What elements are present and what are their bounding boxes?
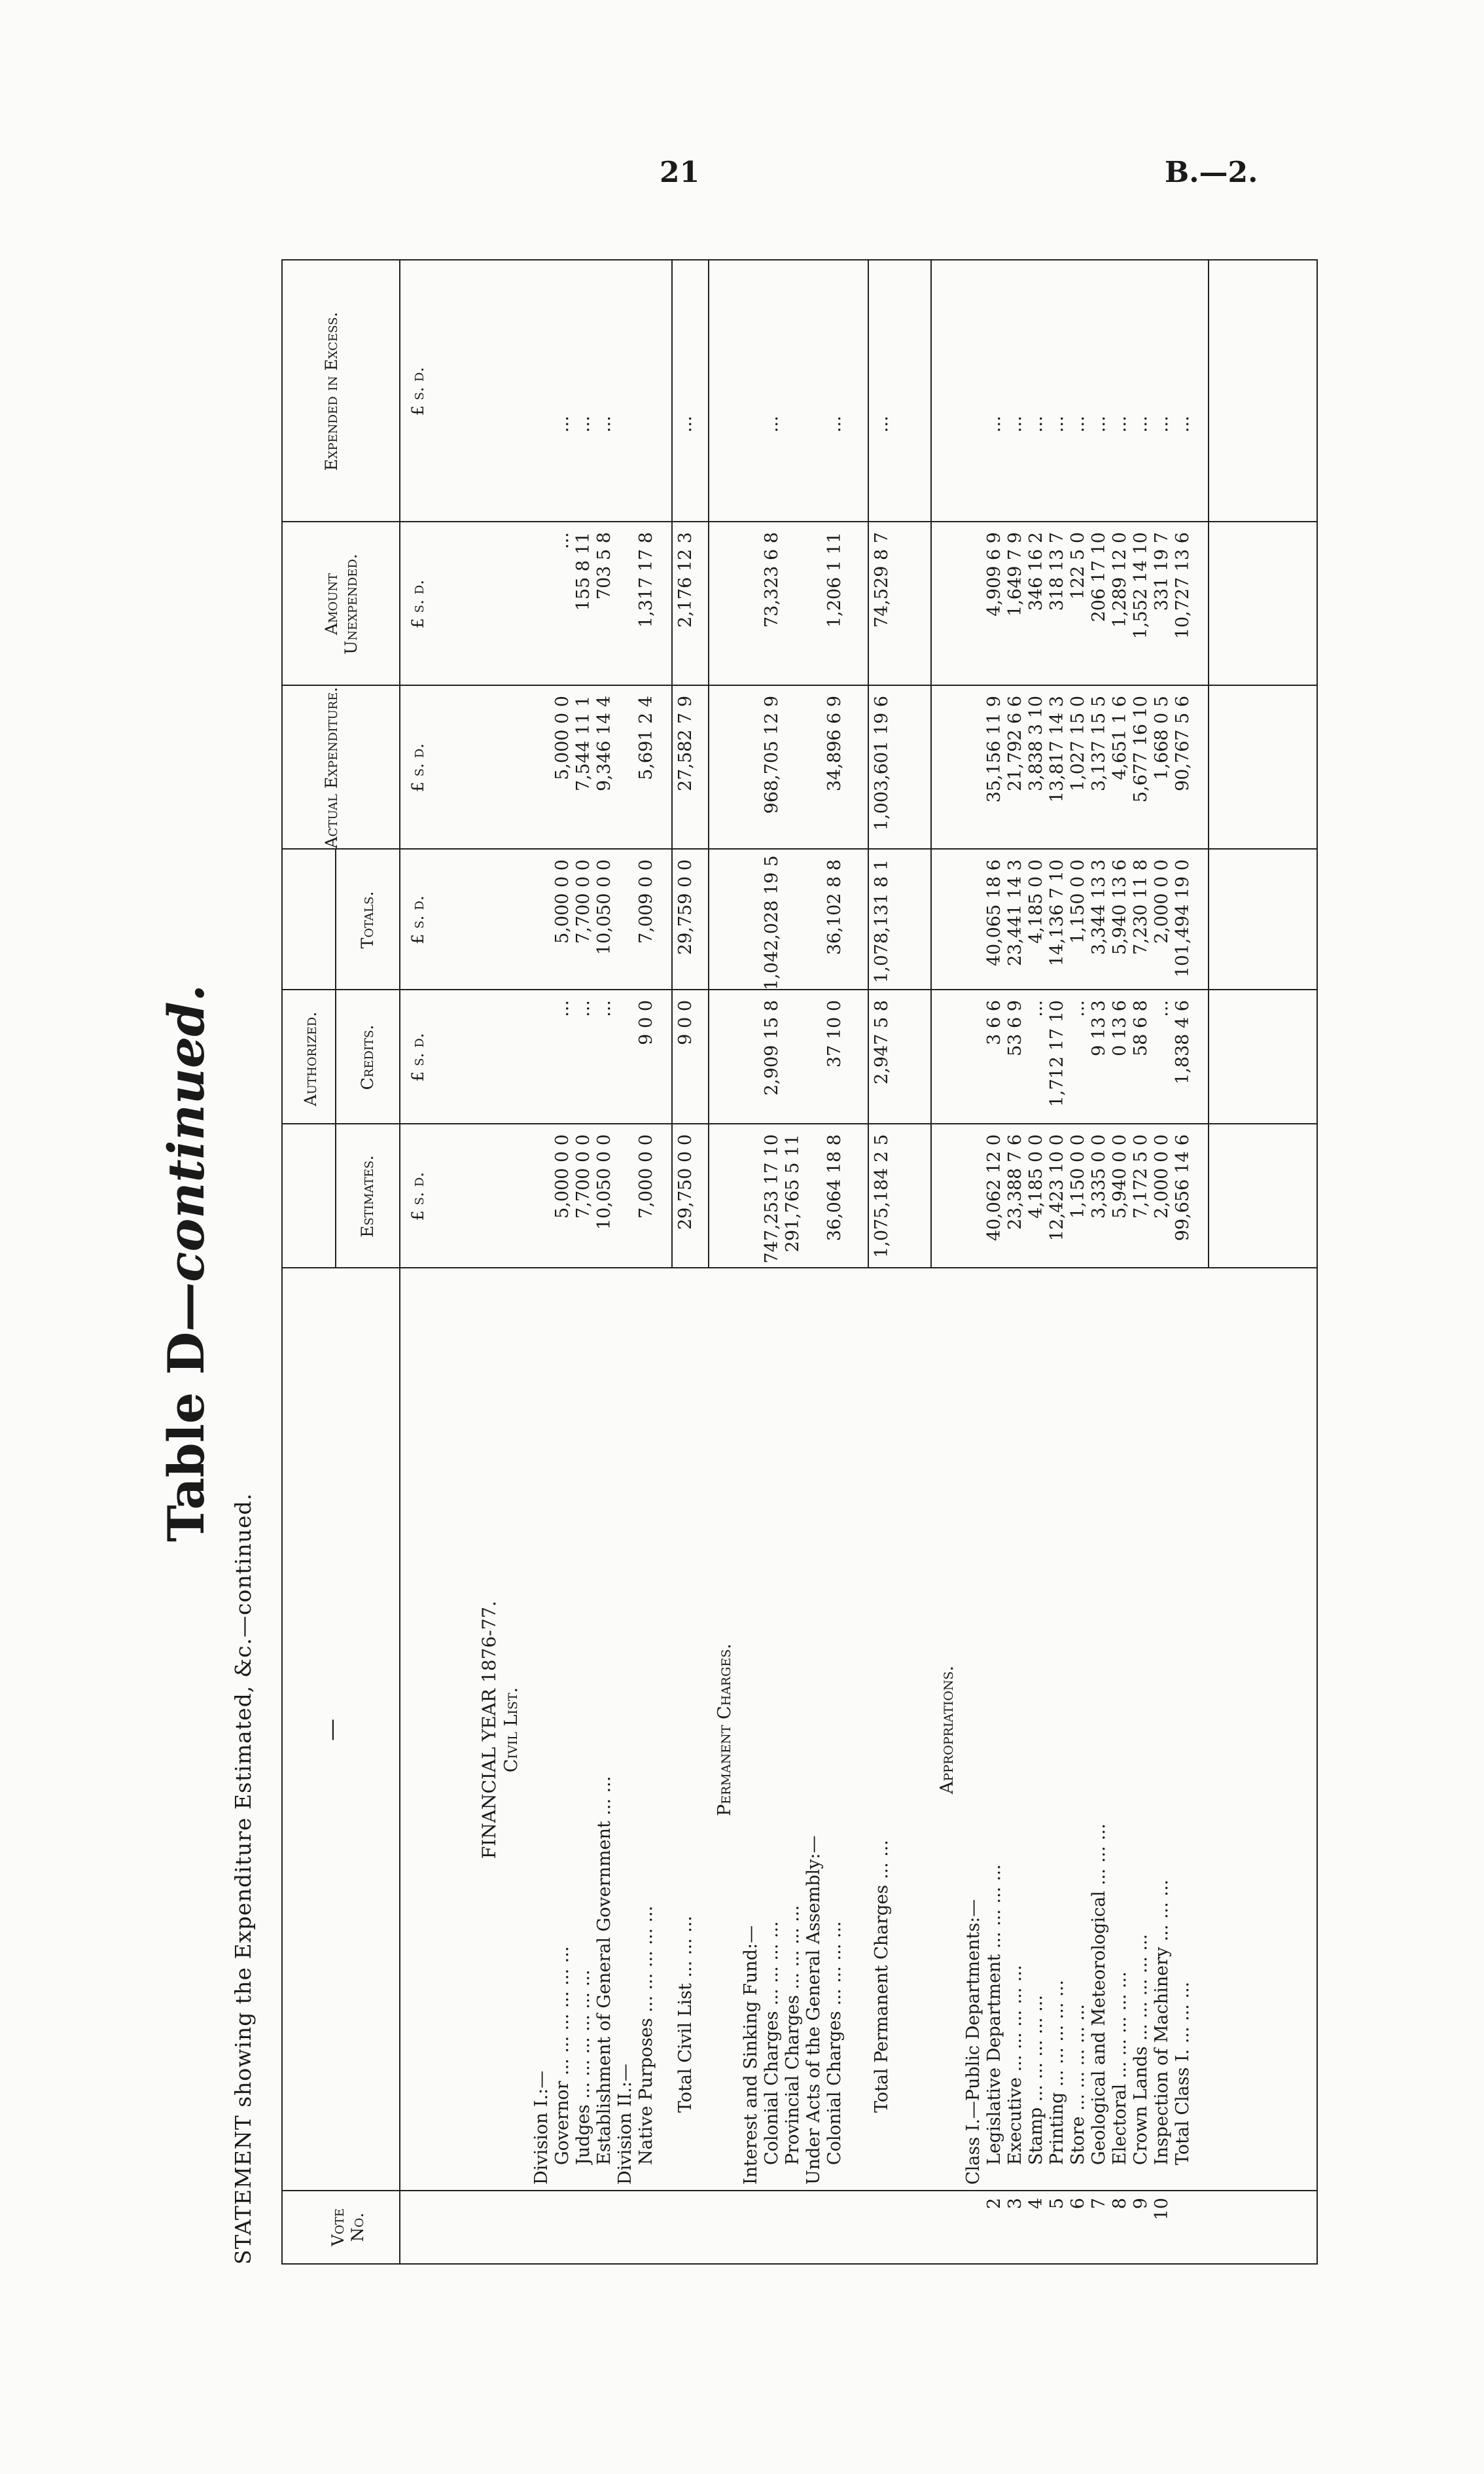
estimate-cell: 40,062 12 0 xyxy=(984,1134,1004,1242)
row-label: Total Permanent Charges ... ... xyxy=(872,1840,892,2113)
excess-cell: ... xyxy=(1005,416,1025,433)
total-cell: 4,185 0 0 xyxy=(1026,859,1046,944)
expenditure-table xyxy=(281,259,1318,2265)
unexpended-cell: 122 5 0 xyxy=(1068,532,1088,600)
excess-cell: ... xyxy=(984,416,1004,433)
total-cell: 101,494 19 0 xyxy=(1173,859,1193,978)
estimate-cell: 12,423 10 0 xyxy=(1047,1134,1067,1242)
unexpended-cell: 1,289 12 0 xyxy=(1110,532,1130,628)
fy-heading: FINANCIAL YEAR 1876-77. xyxy=(478,1600,500,1859)
header-credits: Credits. xyxy=(358,1024,377,1090)
credit-cell: ... xyxy=(1026,1000,1046,1017)
excess-cell: ... xyxy=(1110,416,1130,433)
row-label: Class I.—Public Departments:— xyxy=(963,1899,983,2185)
unexpended-cell: 155 8 11 xyxy=(573,532,593,611)
row-label: Native Purposes ... ... ... ... ... xyxy=(636,1905,656,2165)
excess-cell: ... xyxy=(552,416,573,433)
row-label: Legislative Department ... ... ... ... xyxy=(984,1864,1004,2165)
estimate-cell: 7,172 5 0 xyxy=(1131,1134,1151,1219)
estimate-cell: 1,075,184 2 5 xyxy=(872,1134,892,1258)
credit-cell: 0 13 6 xyxy=(1110,1000,1130,1056)
total-cell: 5,000 0 0 xyxy=(552,859,573,944)
header-actual: Actual Expenditure. xyxy=(322,687,341,849)
unexpended-cell: 2,176 12 3 xyxy=(675,532,696,628)
total-cell: 7,009 0 0 xyxy=(636,859,656,944)
row-label: Interest and Sinking Fund:— xyxy=(741,1925,761,2185)
estimate-cell: 29,750 0 0 xyxy=(675,1134,696,1230)
total-cell: 14,136 7 10 xyxy=(1047,859,1067,967)
credit-cell: 9 0 0 xyxy=(675,1000,696,1045)
actual-cell: 3,838 3 10 xyxy=(1026,696,1046,791)
credit-cell: 37 10 0 xyxy=(824,1000,845,1068)
estimate-cell: 99,656 14 6 xyxy=(1173,1134,1193,1242)
unexpended-cell: 1,552 14 10 xyxy=(1131,532,1151,639)
actual-cell: 1,027 15 0 xyxy=(1068,696,1088,791)
actual-cell: 5,691 2 4 xyxy=(636,696,656,780)
total-cell: 7,230 11 8 xyxy=(1131,859,1151,955)
total-cell: 7,700 0 0 xyxy=(573,859,593,944)
total-cell: 40,065 18 6 xyxy=(984,859,1004,967)
appropriations-heading: Appropriations. xyxy=(937,1665,957,1795)
credit-cell: ... xyxy=(594,1000,614,1017)
total-cell: 10,050 0 0 xyxy=(594,859,614,955)
excess-cell: ... xyxy=(1047,416,1067,433)
unexpended-cell: 346 16 2 xyxy=(1026,532,1046,611)
rule-h xyxy=(399,260,400,2263)
page-number: 21 xyxy=(660,156,700,189)
row-label: Colonial Charges ... ... ... ... xyxy=(762,1921,782,2165)
estimate-cell: 5,000 0 0 xyxy=(552,1134,573,1219)
row-label: Colonial Charges ... ... ... ... xyxy=(824,1921,845,2165)
total-cell: 1,042,028 19 5 xyxy=(762,855,782,990)
actual-cell: 3,137 15 5 xyxy=(1089,696,1109,791)
estimate-cell: 3,335 0 0 xyxy=(1089,1134,1109,1219)
row-label: Governor ... ... ... ... ... ... xyxy=(552,1946,573,2165)
unexpended-cell: 1,317 17 8 xyxy=(636,532,656,628)
actual-cell: 21,792 6 6 xyxy=(1005,696,1025,791)
unit-lsd: £ s. d. xyxy=(408,367,427,416)
unexpended-cell: ... xyxy=(552,532,573,549)
vote-no-cell: 2 xyxy=(984,2198,1004,2210)
excess-cell: ... xyxy=(573,416,593,433)
unexpended-cell: 318 13 7 xyxy=(1047,532,1067,611)
unexpended-cell: 206 17 10 xyxy=(1089,532,1109,622)
total-rule xyxy=(1208,260,1209,1268)
actual-cell: 90,767 5 6 xyxy=(1173,696,1193,791)
rule-h xyxy=(335,850,336,1268)
row-label: Under Acts of the General Assembly:— xyxy=(804,1835,824,2185)
unexpended-cell: 1,649 7 9 xyxy=(1005,532,1025,617)
unexpended-cell: 331 19 7 xyxy=(1152,532,1172,611)
vote-no-cell: 5 xyxy=(1047,2198,1067,2210)
estimate-cell: 291,765 5 11 xyxy=(783,1134,803,1253)
actual-cell: 4,651 1 6 xyxy=(1110,696,1130,780)
civil-list-heading: Civil List. xyxy=(501,1687,521,1773)
excess-cell: ... xyxy=(872,416,892,433)
total-cell: 36,102 8 8 xyxy=(824,859,845,955)
total-cell: 1,150 0 0 xyxy=(1068,859,1088,944)
unit-lsd: £ s. d. xyxy=(408,743,427,793)
total-cell: 29,759 0 0 xyxy=(675,859,696,955)
row-label: Provincial Charges ... ... ... ... xyxy=(783,1905,803,2165)
actual-cell: 5,677 16 10 xyxy=(1131,696,1151,803)
credit-cell: 9 0 0 xyxy=(636,1000,656,1045)
row-label: Division II.:— xyxy=(615,2064,635,2185)
table-title xyxy=(157,262,215,2265)
header-vote-no: Vote No. xyxy=(328,2208,367,2246)
unit-lsd: £ s. d. xyxy=(408,579,427,629)
row-label: Crown Lands ... ... ... ... ... xyxy=(1131,1933,1151,2165)
unexpended-cell: 1,206 1 11 xyxy=(824,532,845,628)
vote-no-cell: 9 xyxy=(1131,2198,1151,2210)
estimate-cell: 23,388 7 6 xyxy=(1005,1134,1025,1230)
row-label: Electoral ... ... ... ... ... xyxy=(1110,1971,1130,2165)
excess-cell: ... xyxy=(1026,416,1046,433)
estimate-cell: 4,185 0 0 xyxy=(1026,1134,1046,1219)
row-label: Executive ... ... ... ... ... xyxy=(1005,1965,1025,2165)
total-cell: 5,940 13 6 xyxy=(1110,859,1130,955)
excess-cell: ... xyxy=(1068,416,1088,433)
row-label: Establishment of General Government ... ... xyxy=(594,1776,614,2165)
vote-no-cell: 4 xyxy=(1026,2198,1046,2210)
header-totals: Totals. xyxy=(358,891,377,949)
section-rule xyxy=(930,260,932,1268)
credit-cell: 1,838 4 6 xyxy=(1173,1000,1193,1085)
credit-cell: ... xyxy=(573,1000,593,1017)
credit-cell: 9 13 3 xyxy=(1089,1000,1109,1056)
credit-cell: ... xyxy=(552,1000,573,1017)
estimate-cell: 7,700 0 0 xyxy=(573,1134,593,1219)
estimate-cell: 1,150 0 0 xyxy=(1068,1134,1088,1219)
excess-cell: ... xyxy=(675,416,696,433)
unexpended-cell: 703 5 8 xyxy=(594,532,614,600)
row-label: Geological and Meteorological ... ... ... xyxy=(1089,1823,1109,2165)
row-label: Total Civil List ... ... ... xyxy=(675,1916,696,2113)
unexpended-cell: 74,529 8 7 xyxy=(872,532,892,628)
rule-v xyxy=(283,2190,1316,2191)
actual-cell: 35,156 11 9 xyxy=(984,696,1004,803)
credit-cell: ... xyxy=(1152,1000,1172,1017)
row-label: Store ... ... ... ... ... xyxy=(1068,2003,1088,2165)
vote-no-cell: 8 xyxy=(1110,2198,1130,2210)
excess-cell: ... xyxy=(824,416,845,433)
actual-cell: 9,346 14 4 xyxy=(594,696,614,791)
unexpended-cell: 10,727 13 6 xyxy=(1173,532,1193,639)
actual-cell: 13,817 14 3 xyxy=(1047,696,1067,803)
total-rule xyxy=(868,260,869,1268)
excess-cell: ... xyxy=(594,416,614,433)
rotated-table-page xyxy=(157,262,1315,2265)
excess-cell: ... xyxy=(1089,416,1109,433)
estimate-cell: 747,253 17 10 xyxy=(762,1134,782,1264)
estimate-cell: 36,064 18 8 xyxy=(824,1134,845,1242)
table-title-main: Table D xyxy=(157,1331,215,1542)
actual-cell: 27,582 7 9 xyxy=(675,696,696,791)
unit-lsd: £ s. d. xyxy=(408,895,427,944)
total-cell: 23,441 14 3 xyxy=(1005,859,1025,967)
table-subtitle: STATEMENT showing the Expenditure Estimated, &c.—continued. xyxy=(230,1492,256,2265)
credit-cell: 3 6 6 xyxy=(984,1000,1004,1045)
header-excess: Expended in Excess. xyxy=(322,312,341,471)
actual-cell: 1,668 0 5 xyxy=(1152,696,1172,780)
row-label: Inspection of Machinery ... ... ... xyxy=(1152,1879,1172,2165)
vote-no-cell: 7 xyxy=(1089,2198,1109,2210)
header-unexpended: Amount Unexpended. xyxy=(322,554,361,654)
estimate-cell: 7,000 0 0 xyxy=(636,1134,656,1219)
permanent-charges-heading: Permanent Charges. xyxy=(715,1643,735,1816)
actual-cell: 34,896 6 9 xyxy=(824,696,845,791)
row-label: Division I.:— xyxy=(531,2070,552,2185)
credit-cell: 1,712 17 10 xyxy=(1047,1000,1067,1107)
row-label: Stamp ... ... ... ... ... xyxy=(1026,1995,1046,2165)
header-authorized: Authorized. xyxy=(301,1011,320,1107)
row-label: Printing ... ... ... ... ... xyxy=(1047,1980,1067,2165)
credit-cell: 53 6 9 xyxy=(1005,1000,1025,1056)
unit-lsd: £ s. d. xyxy=(408,1033,427,1082)
row-label: Total Class I. ... ... ... xyxy=(1173,1981,1193,2165)
actual-cell: 1,003,601 19 6 xyxy=(872,696,892,831)
actual-cell: 5,000 0 0 xyxy=(552,696,573,780)
document-reference: B.—2. xyxy=(1165,156,1258,189)
unexpended-cell: 4,909 6 9 xyxy=(984,532,1004,617)
unexpended-cell: 73,323 6 8 xyxy=(762,532,782,628)
credit-cell: 2,909 15 8 xyxy=(762,1000,782,1096)
total-cell: 2,000 0 0 xyxy=(1152,859,1172,944)
header-estimates: Estimates. xyxy=(358,1155,377,1238)
credit-cell: ... xyxy=(1068,1000,1088,1017)
unit-lsd: £ s. d. xyxy=(408,1172,427,1221)
estimate-cell: 2,000 0 0 xyxy=(1152,1134,1172,1219)
estimate-cell: 10,050 0 0 xyxy=(594,1134,614,1230)
credit-cell: 58 6 8 xyxy=(1131,1000,1151,1056)
actual-cell: 7,544 11 1 xyxy=(573,696,593,791)
total-rule xyxy=(671,260,673,1268)
section-rule xyxy=(708,260,709,1268)
vote-no-cell: 3 xyxy=(1005,2198,1025,2210)
total-cell: 1,078,131 8 1 xyxy=(872,859,892,983)
row-label: Judges ... ... ... ... ... ... xyxy=(573,1969,593,2165)
actual-cell: 968,705 12 9 xyxy=(762,696,782,814)
credit-cell: 2,947 5 8 xyxy=(872,1000,892,1085)
excess-cell: ... xyxy=(1173,416,1193,433)
header-description: — xyxy=(319,1719,345,1741)
vote-no-cell: 10 xyxy=(1152,2198,1172,2221)
vote-no-cell: 6 xyxy=(1068,2198,1088,2210)
table-title-continued: —continued. xyxy=(157,984,215,1332)
excess-cell: ... xyxy=(1131,416,1151,433)
excess-cell: ... xyxy=(762,416,782,433)
estimate-cell: 5,940 0 0 xyxy=(1110,1134,1130,1219)
total-cell: 3,344 13 3 xyxy=(1089,859,1109,955)
excess-cell: ... xyxy=(1152,416,1172,433)
